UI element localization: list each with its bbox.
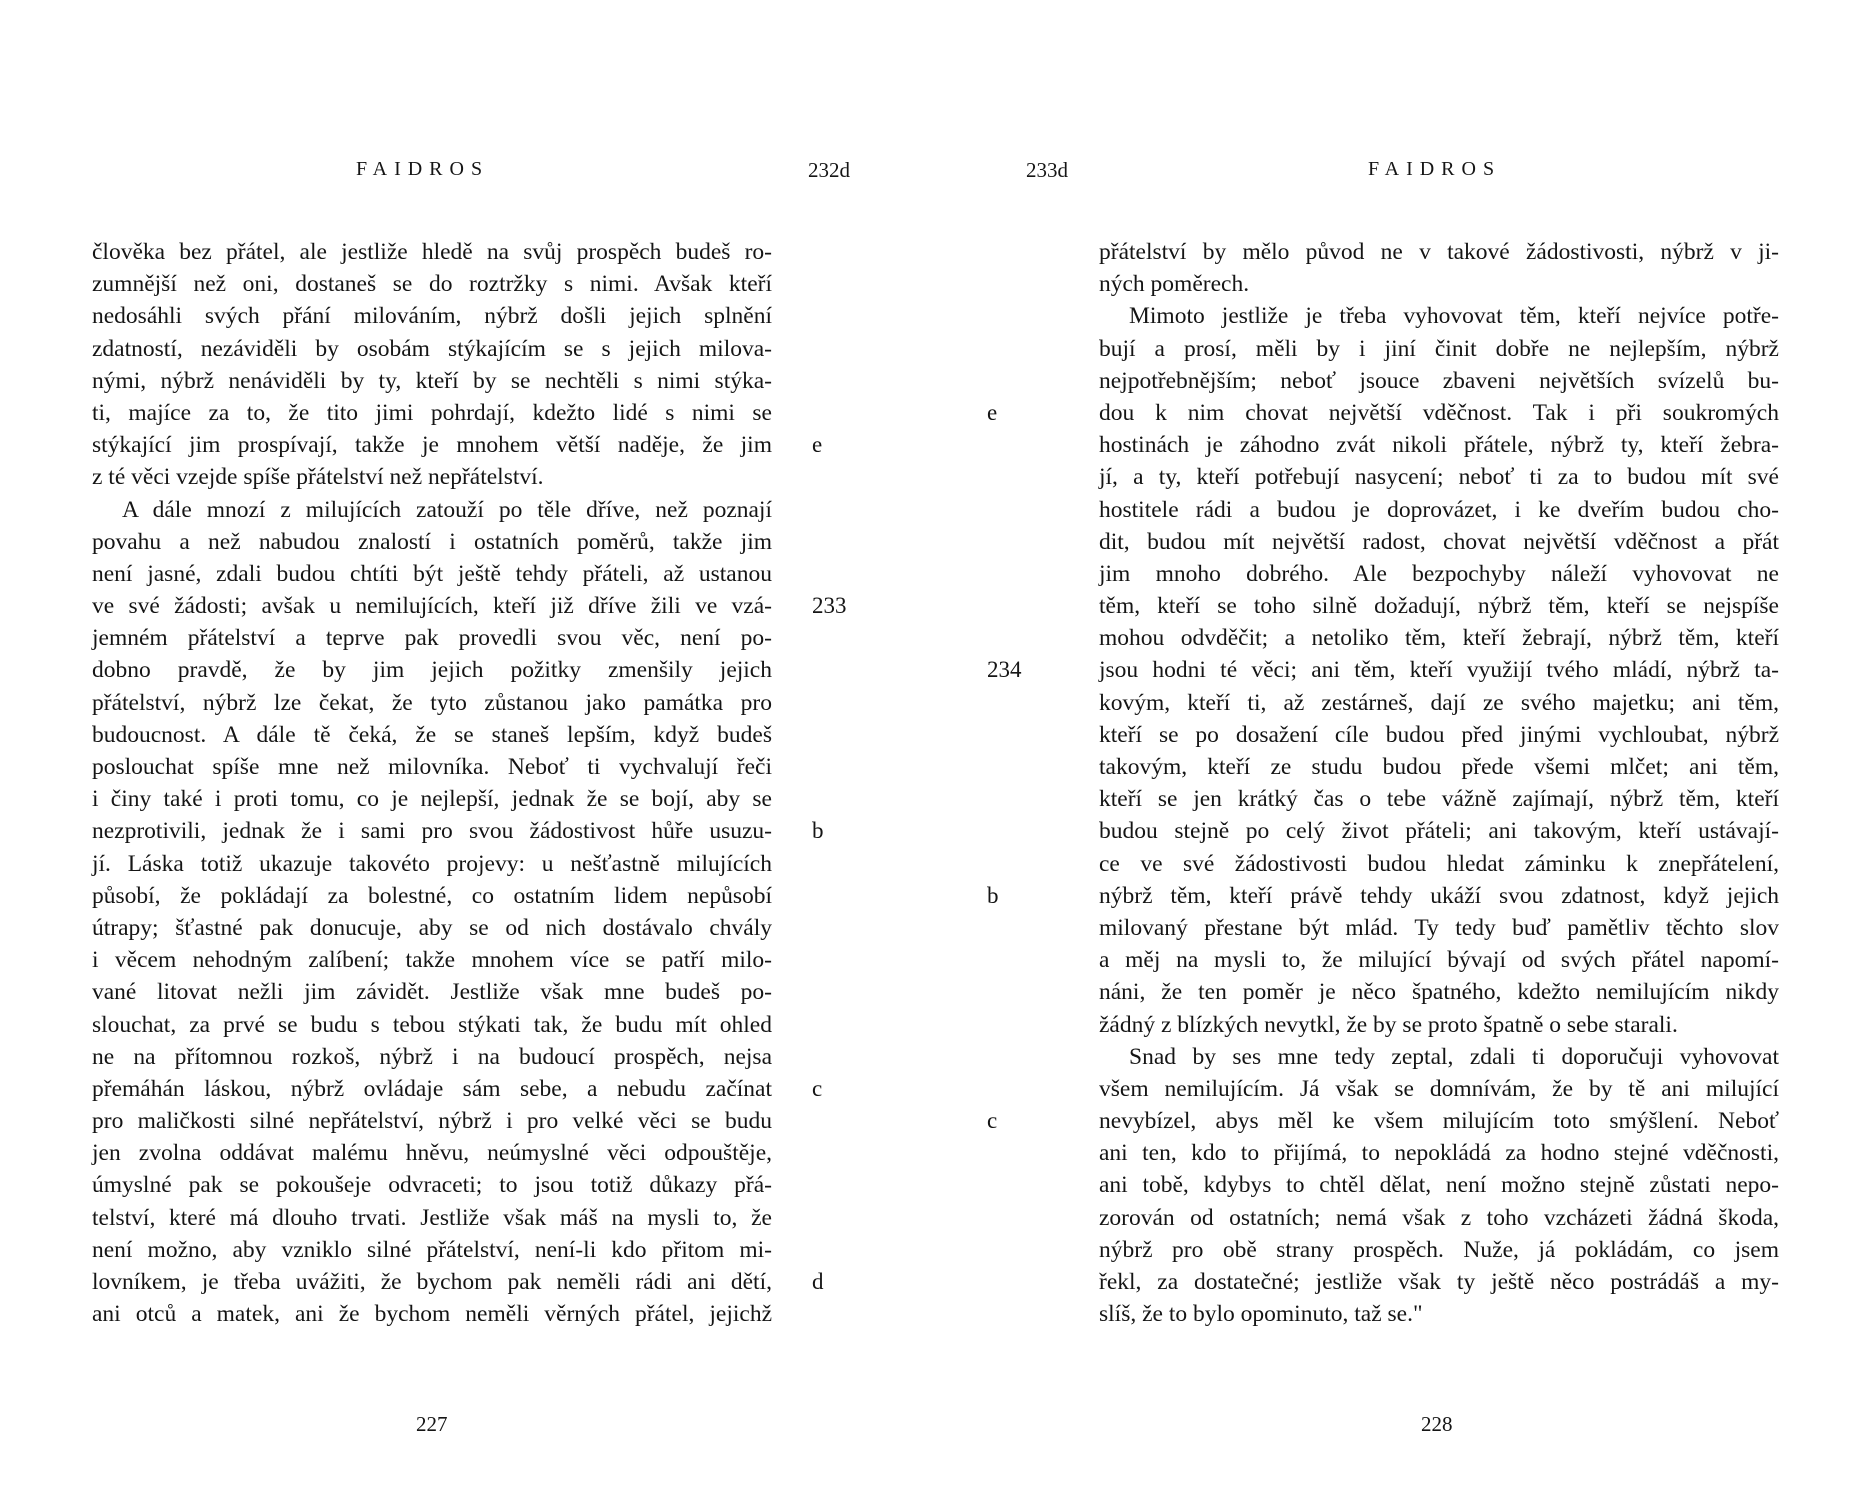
- text-line-content: ve své žádosti; avšak u nemilujících, kteří již dříve žili ve vzá-: [92, 593, 772, 620]
- text-line-content: žádný z blízkých nevytkl, že by se proto špatně o sebe starali.: [1099, 1011, 1678, 1038]
- text-line: [92, 751, 772, 783]
- text-line: [987, 1105, 1779, 1137]
- text-line: [92, 1169, 772, 1201]
- text-line-content: i činy také i proti tomu, co je nejlepší, jednak že se bojí, aby se: [92, 786, 772, 813]
- text-line-content: ani otců a matek, ani že bychom neměli věrných přátel, jejichž: [92, 1301, 772, 1328]
- body-text: [987, 236, 1779, 1330]
- text-line-content: jim mnoho dobrého. Ale bezpochyby náleží vyhovovat ne: [1099, 560, 1779, 587]
- text-line: [92, 1266, 824, 1298]
- text-line: [92, 1073, 823, 1105]
- text-line: [1099, 526, 1779, 558]
- text-line-content: ných poměrech.: [1099, 271, 1250, 298]
- text-line-content: nezprotivili, jednak že i sami pro svou žádostivost hůře usuzu-: [92, 818, 772, 845]
- text-line: [1099, 1041, 1779, 1073]
- text-line: [1099, 429, 1779, 461]
- margin-reference: b: [987, 882, 999, 908]
- text-line: [1099, 944, 1779, 976]
- text-line: [92, 526, 772, 558]
- text-line: [92, 365, 772, 397]
- margin-reference: c: [812, 1075, 823, 1101]
- text-line-content: jsou hodni té věci; ani těm, kteří využijí tvého mládí, nýbrž ta-: [1099, 657, 1779, 684]
- text-line: [92, 687, 772, 719]
- text-line: [92, 976, 772, 1008]
- running-title: FAIDROS: [356, 158, 490, 180]
- text-line-content: útrapy; šťastné pak donucuje, aby se od nich dostávalo chvály: [92, 914, 772, 941]
- text-line-content: člověka bez přátel, ale jestliže hledě na svůj prospěch budeš ro-: [92, 239, 772, 265]
- stephanus-page-number: 233d: [1026, 158, 1068, 182]
- text-line-content: i věcem nehodným zalíbení; takže mnohem více se patří milo-: [92, 947, 772, 974]
- text-line-content: dou k nim chovat největší vděčnost. Tak i při soukromých: [1099, 399, 1779, 426]
- text-line-content: z té věci vzejde spíše přátelství než nepřátelství.: [92, 464, 544, 491]
- text-line: [987, 397, 1779, 429]
- text-line: [1099, 236, 1779, 268]
- text-line-content: nýbrž těm, kteří právě tehdy ukáží svou zdatnost, když jejich: [1099, 882, 1779, 909]
- margin-reference: b: [812, 818, 824, 844]
- text-line-content: řekl, za dostatečné; jestliže však ty ještě něco postrádáš a my-: [1099, 1269, 1779, 1295]
- text-line-content: jí, a ty, kteří potřebují nasycení; neboť ti za to budou mít své: [1099, 464, 1779, 491]
- text-line: [92, 1105, 772, 1137]
- text-line: [92, 397, 772, 429]
- text-line-content: milovaný přestane být mlád. Ty tedy buď pamětliv těchto slov: [1099, 914, 1779, 941]
- text-line: [92, 268, 772, 300]
- text-line: [1099, 719, 1779, 751]
- text-line-content: stýkající jim prospívají, takže je mnohem větší naděje, že jim: [92, 432, 772, 459]
- text-line-content: dit, budou mít největší radost, chovat největší vděčnost a přát: [1099, 528, 1779, 555]
- text-line: [92, 1202, 772, 1234]
- text-line-content: A dále mnozí z milujících zatouží po těle dříve, než poznají: [122, 496, 772, 523]
- text-line-content: a měj na mysli to, že milující bývají od svých přátel napomí-: [1099, 947, 1779, 974]
- text-line-content: jen zvolna oddávat malému hněvu, neúmyslné věci odpouštěje,: [92, 1140, 772, 1167]
- text-line-content: dobno pravdě, že by jim jejich požitky zmenšily jejich: [92, 657, 772, 684]
- margin-reference: c: [987, 1108, 998, 1134]
- text-line: [1099, 268, 1779, 300]
- margin-reference: 233: [812, 593, 847, 619]
- text-line-content: přátelství by mělo původ ne v takové žádostivosti, nýbrž v ji-: [1099, 239, 1779, 265]
- text-line: [92, 912, 772, 944]
- text-line: [1099, 1137, 1779, 1169]
- text-line: [1099, 1266, 1779, 1298]
- text-line: [987, 654, 1779, 686]
- text-line-content: přemáhán láskou, nýbrž ovládaje sám sebe, a nebudu začínat: [92, 1075, 772, 1102]
- text-line: [1099, 461, 1779, 493]
- text-line-content: ce ve své žádostivosti budou hledat záminku k znepřátelení,: [1099, 850, 1779, 877]
- text-line: [92, 783, 772, 815]
- text-line-content: zdatností, nezáviděli by osobám stýkajícím se s jejich milova-: [92, 335, 772, 362]
- text-line: [1099, 687, 1779, 719]
- text-line-content: poslouchat spíše mne než milovníka. Neboť ti vychvalují řeči: [92, 754, 772, 780]
- text-line-content: Mimoto jestliže je třeba vyhovovat těm, kteří nejvíce potře-: [1129, 303, 1779, 330]
- text-line: [92, 494, 772, 526]
- text-line: [1099, 1298, 1779, 1330]
- text-line-content: bují a prosí, měli by i jiní činit dobře ne nejlepším, nýbrž: [1099, 335, 1779, 362]
- text-line-content: jemném přátelství a teprve pak provedli svou věc, není po-: [92, 625, 772, 652]
- margin-reference: e: [812, 432, 823, 458]
- text-line-content: kovým, kteří ti, až zestárneš, dají ze svého majetku; ani těm,: [1099, 689, 1779, 716]
- text-line-content: mohou odvděčit; a netoliko těm, kteří žebrají, nýbrž těm, kteří: [1099, 625, 1779, 652]
- text-line-content: nedosáhli svých přání milováním, nýbrž došli jejich splnění: [92, 303, 772, 330]
- text-line: [92, 1041, 772, 1073]
- text-line: [1099, 333, 1779, 365]
- text-line: [1099, 1073, 1779, 1105]
- text-line: [92, 300, 772, 332]
- text-line-content: ti, majíce za to, že tito jimi pohrdají, kdežto lidé s nimi se: [92, 399, 772, 426]
- text-line-content: budoucnost. A dále tě čeká, že se staneš lepším, když budeš: [92, 721, 772, 748]
- text-line: [1099, 1009, 1779, 1041]
- text-line: [92, 654, 772, 686]
- text-line: [92, 622, 772, 654]
- text-line-content: jí. Láska totiž ukazuje takovéto projevy: u nešťastně milujících: [92, 850, 772, 877]
- text-line: [1099, 1169, 1779, 1201]
- text-line-content: vané litovat nežli jim závidět. Jestliže však mne budeš po-: [92, 979, 772, 1006]
- text-line-content: nejpotřebnějším; neboť jsouce zbaveni největších svízelů bu-: [1099, 367, 1779, 394]
- running-title: FAIDROS: [1368, 158, 1502, 180]
- text-line-content: těm, kteří se toho silně dožadují, nýbrž těm, kteří se nejspíše: [1099, 593, 1779, 620]
- text-line-content: není jasné, zdali budou chtíti být ještě tehdy přáteli, až ustanou: [92, 560, 772, 587]
- text-line: [1099, 558, 1779, 590]
- text-line: [92, 333, 772, 365]
- text-line-content: náni, že ten poměr je něco špatného, kdežto nemilujícím nikdy: [1099, 979, 1779, 1006]
- text-line: [1099, 976, 1779, 1008]
- margin-reference: 234: [987, 657, 1022, 683]
- text-line: [1099, 494, 1779, 526]
- text-line-content: ani ten, kdo to přijímá, to nepokládá za hodno stejné vděčnosti,: [1099, 1140, 1779, 1167]
- text-line-content: ani tobě, kdybys to chtěl dělat, není možno stejně zůstati nepo-: [1099, 1172, 1779, 1199]
- right-page: [931, 0, 1862, 1501]
- text-line: [1099, 815, 1779, 847]
- text-line-content: působí, že pokládají za bolestné, co ostatním lidem nepůsobí: [92, 882, 772, 909]
- body-text: [92, 236, 847, 1330]
- text-line-content: hostinách je záhodno zvát nikoli přátele, nýbrž ty, kteří žebra-: [1099, 432, 1779, 459]
- stephanus-page-number: 232d: [808, 158, 850, 182]
- text-line: [92, 848, 772, 880]
- text-line-content: slouchat, za prvé se budu s tebou stýkati tak, že budu mít ohled: [92, 1011, 772, 1038]
- text-line-content: není možno, aby vzniklo silné přátelství, není-li kdo přitom mi-: [92, 1236, 772, 1263]
- text-line: [92, 429, 823, 461]
- text-line: [92, 1234, 772, 1266]
- margin-reference: d: [812, 1269, 824, 1294]
- text-line-content: úmyslné pak se pokoušeje odvraceti; to jsou totiž důkazy přá-: [92, 1172, 772, 1199]
- text-line: [1099, 783, 1779, 815]
- text-line-content: kteří se jen krátký čas o tebe vážně zajímají, nýbrž těm, kteří: [1099, 786, 1779, 813]
- text-line: [1099, 300, 1779, 332]
- text-line-content: budou stejně po celý život přáteli; ani takovým, kteří ustávají-: [1099, 818, 1779, 845]
- text-line-content: nevybízel, abys měl ke všem milujícím toto smýšlení. Neboť: [1099, 1108, 1779, 1135]
- text-line-content: pro maličkosti silné nepřátelství, nýbrž i pro velké věci se budu: [92, 1108, 772, 1135]
- text-line: [92, 590, 847, 622]
- text-line: [92, 815, 824, 847]
- text-line-content: lovníkem, je třeba uvážiti, že bychom pak neměli rádi ani dětí,: [92, 1269, 772, 1295]
- text-line: [1099, 622, 1779, 654]
- text-line: [1099, 912, 1779, 944]
- text-line: [987, 880, 1779, 912]
- text-line: [1099, 1202, 1779, 1234]
- page-number: 227: [416, 1412, 448, 1436]
- text-line-content: hostitele rádi a budou je doprovázet, i ke dveřím budou cho-: [1099, 496, 1779, 523]
- text-line-content: všem nemilujícím. Já však se domnívám, že by tě ani milující: [1099, 1075, 1779, 1102]
- text-line-content: takovým, kteří ze studu budou přede všemi mlčet; ani těm,: [1099, 754, 1779, 780]
- text-line: [92, 558, 772, 590]
- text-line: [92, 1009, 772, 1041]
- text-line-content: slíš, že to bylo opominuto, taž se.": [1099, 1301, 1423, 1328]
- text-line: [1099, 365, 1779, 397]
- text-line: [1099, 848, 1779, 880]
- text-line-content: zorován od ostatních; nemá však z toho vzcházeti žádná škoda,: [1099, 1204, 1779, 1231]
- text-line: [92, 880, 772, 912]
- text-line: [1099, 1234, 1779, 1266]
- text-line-content: Snad by ses mne tedy zeptal, zdali ti doporučuji vyhovovat: [1129, 1043, 1779, 1070]
- text-line-content: nými, nýbrž nenáviděli by ty, kteří by se nechtěli s nimi stýka-: [92, 367, 772, 394]
- margin-reference: e: [987, 399, 998, 425]
- text-line: [92, 719, 772, 751]
- text-line: [92, 1137, 772, 1169]
- text-line: [92, 461, 772, 493]
- text-line-content: telství, které má dlouho trvati. Jestliže však máš na mysli to, že: [92, 1204, 772, 1231]
- text-line-content: zumnější než oni, dostaneš se do roztržky s nimi. Avšak kteří: [92, 271, 772, 298]
- text-line-content: povahu a než nabudou znalostí i ostatních poměrů, takže jim: [92, 528, 772, 555]
- text-line: [92, 236, 772, 268]
- text-line: [92, 1298, 772, 1330]
- page-number: 228: [1421, 1412, 1453, 1436]
- text-line: [1099, 590, 1779, 622]
- text-line-content: přátelství, nýbrž lze čekat, že tyto zůstanou jako památka pro: [92, 689, 772, 716]
- text-line-content: kteří se po dosažení cíle budou před jinými vychloubat, nýbrž: [1099, 721, 1779, 748]
- text-line-content: nýbrž pro obě strany prospěch. Nuže, já pokládám, co jsem: [1099, 1236, 1779, 1263]
- text-line-content: ne na přítomnou rozkoš, nýbrž i na budoucí prospěch, nejsa: [92, 1043, 772, 1070]
- text-line: [1099, 751, 1779, 783]
- text-line: [92, 944, 772, 976]
